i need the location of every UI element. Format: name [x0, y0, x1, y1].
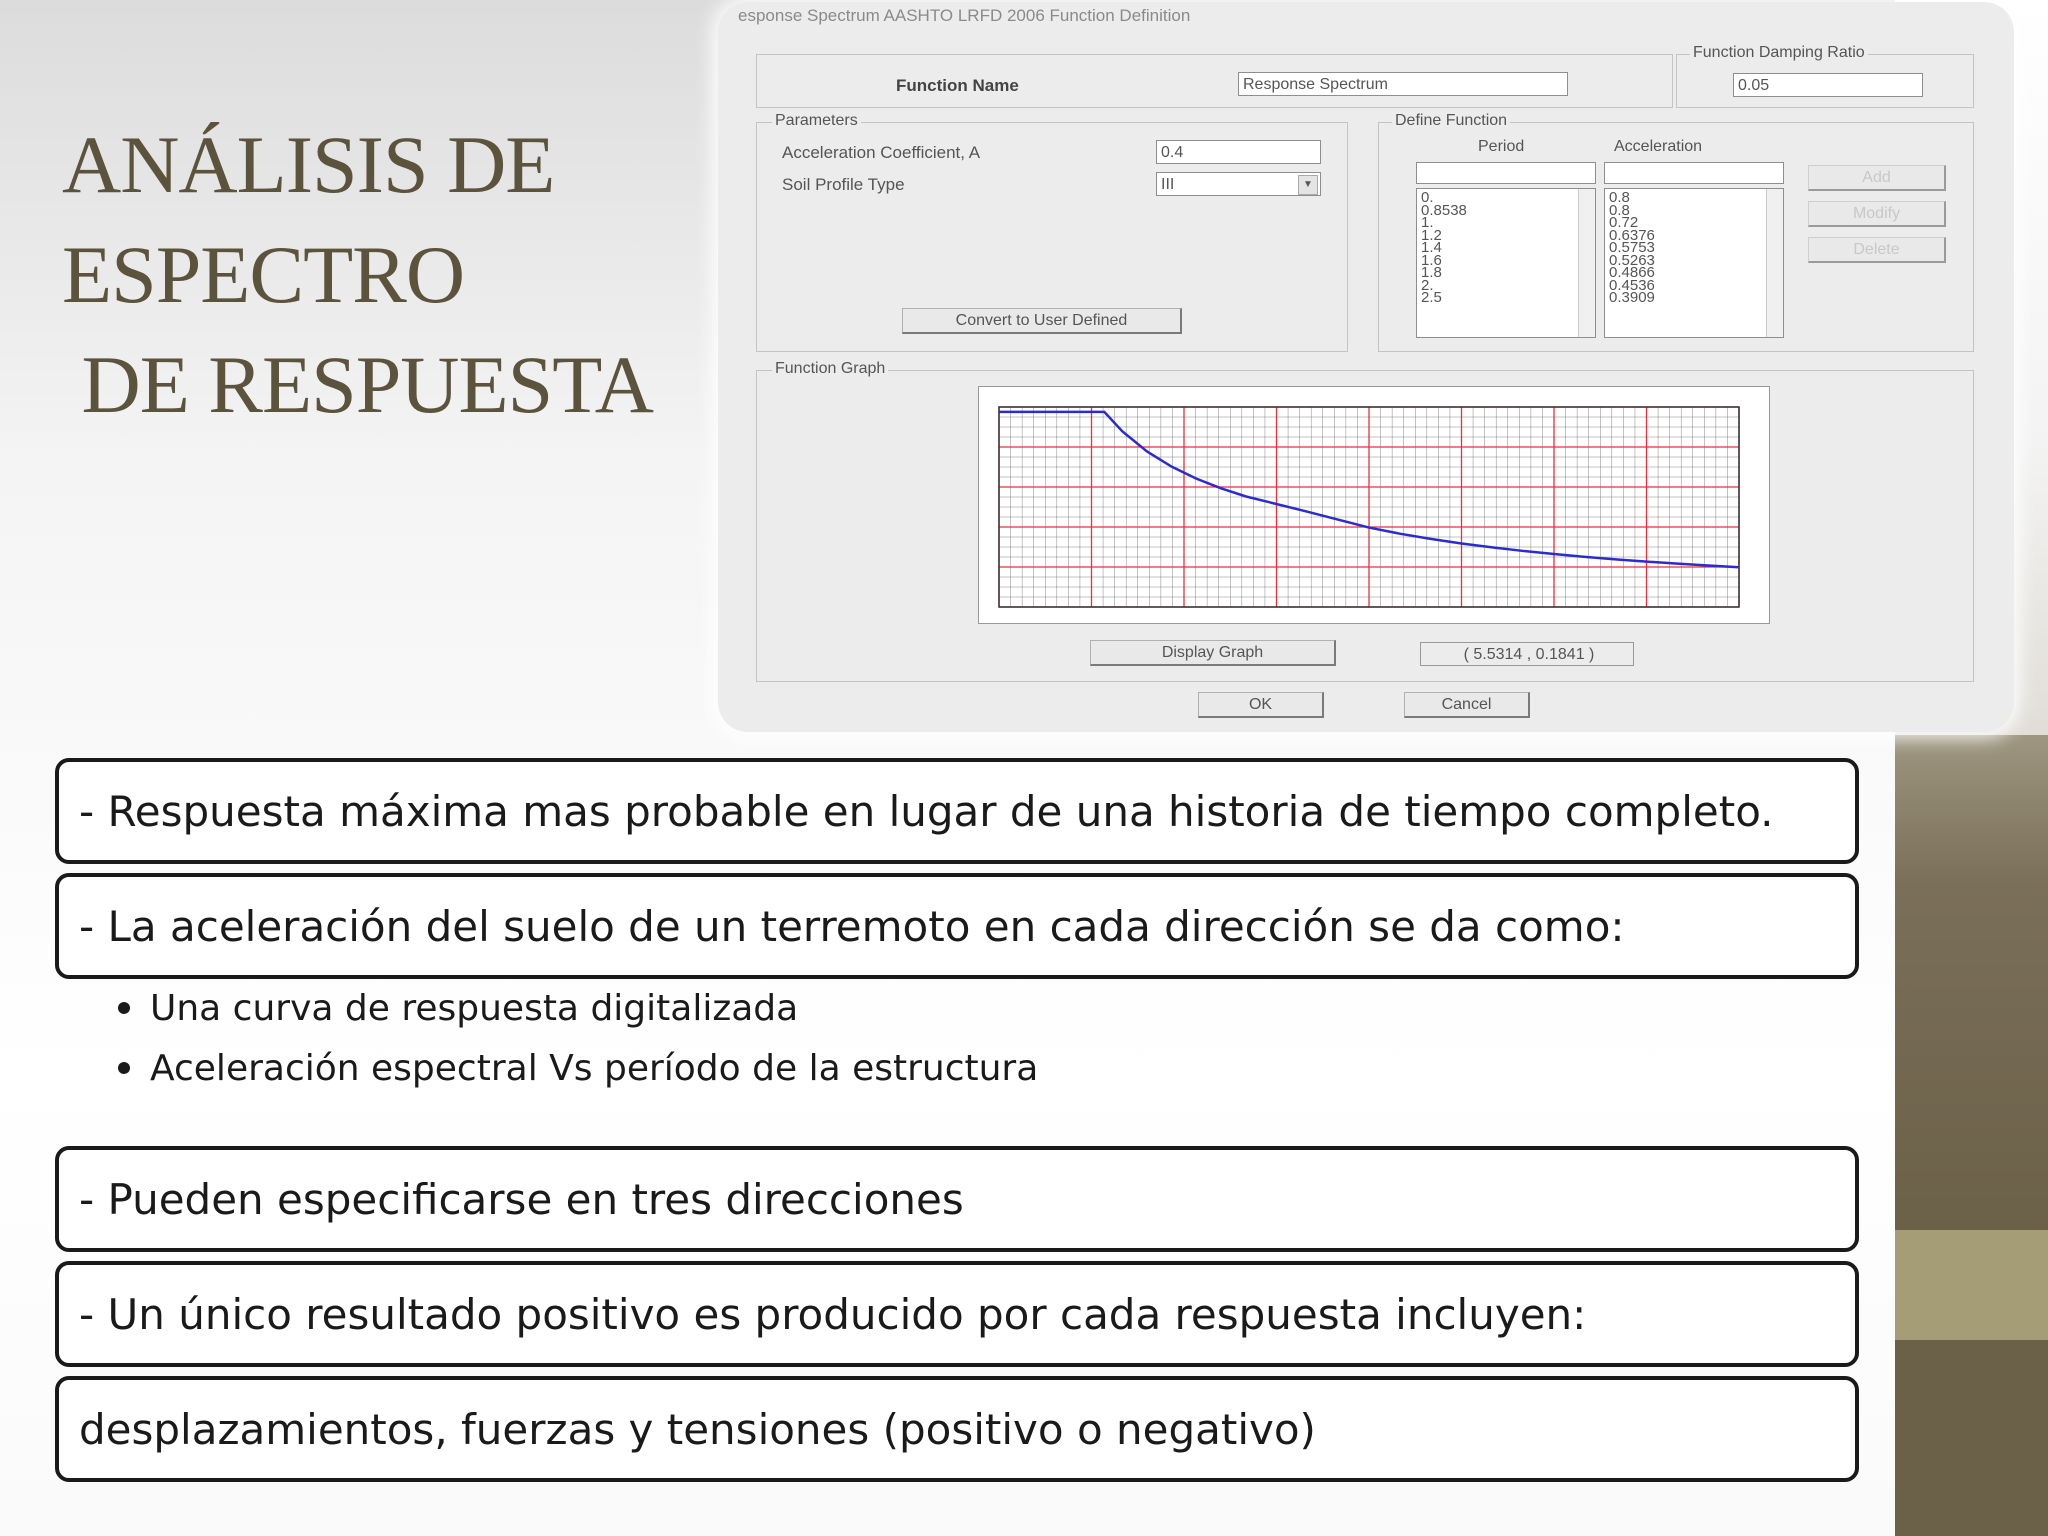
decorative-swoosh	[1895, 735, 2048, 1235]
slide-title	[62, 110, 702, 440]
convert-to-user-defined-button[interactable]: Convert to User Defined	[902, 308, 1182, 334]
list-item[interactable]: 0.5753	[1609, 239, 1655, 256]
sub-bullet-item	[110, 978, 1038, 1038]
add-button[interactable]: Add	[1808, 165, 1946, 191]
list-item[interactable]: 0.8538	[1421, 201, 1467, 219]
bullet-box-4	[55, 1261, 1859, 1367]
acceleration-scrollbar[interactable]	[1766, 189, 1783, 337]
list-item[interactable]: 2.	[1421, 276, 1434, 294]
bullet-dot-icon	[118, 1062, 130, 1074]
list-item[interactable]: 0.6376	[1609, 226, 1655, 244]
list-item[interactable]: 1.2	[1421, 226, 1442, 244]
function-graph	[978, 386, 1770, 624]
list-item[interactable]: 1.	[1421, 214, 1434, 231]
list-item[interactable]: 0.4536	[1609, 276, 1655, 294]
sub-bullet-list	[110, 978, 1038, 1098]
accel-coefficient-label: Acceleration Coefficient, A	[782, 143, 981, 162]
period-header: Period	[1478, 138, 1525, 155]
list-item[interactable]: 1.8	[1421, 264, 1442, 281]
list-item[interactable]: 1.4	[1421, 239, 1442, 256]
modify-button[interactable]: Modify	[1808, 201, 1946, 227]
list-item[interactable]: 0.3909	[1609, 289, 1655, 306]
soil-profile-value: III	[1161, 176, 1175, 193]
function-name-input[interactable]: Response Spectrum	[1238, 72, 1568, 96]
soil-profile-label: Soil Profile Type	[782, 175, 905, 194]
ok-button[interactable]: OK	[1198, 692, 1324, 718]
bullet-text-5: desplazamientos, fuerzas y tensiones (positivo o negativo)	[79, 1404, 1316, 1454]
list-item[interactable]: 0.8	[1609, 201, 1630, 219]
delete-button[interactable]: Delete	[1808, 237, 1946, 263]
list-item[interactable]: 0.72	[1609, 214, 1639, 231]
cancel-button[interactable]: Cancel	[1404, 692, 1530, 718]
list-item[interactable]: 0.	[1421, 189, 1434, 206]
list-item[interactable]: 0.4866	[1609, 264, 1655, 281]
acceleration-input[interactable]	[1604, 162, 1784, 184]
damping-ratio-label: Function Damping Ratio	[1690, 44, 1868, 62]
bullet-box-3	[55, 1146, 1859, 1252]
acceleration-list[interactable]	[1604, 188, 1784, 338]
bullet-box-5	[55, 1376, 1859, 1482]
sub-bullet-text: Aceleración espectral Vs período de la estructura	[150, 1047, 1039, 1089]
soil-profile-select[interactable]	[1156, 172, 1321, 196]
list-item[interactable]: 1.6	[1421, 251, 1442, 269]
function-graph-label: Function Graph	[772, 360, 888, 378]
bullet-text-1: - Respuesta máxima mas probable en lugar de una historia de tiempo completo.	[79, 786, 1774, 836]
damping-ratio-input[interactable]: 0.05	[1733, 73, 1923, 97]
define-function-label: Define Function	[1392, 112, 1510, 130]
spectrum-plot	[979, 387, 1769, 623]
bullet-text-3: - Pueden especificarse en tres direcciones	[79, 1174, 964, 1224]
list-item[interactable]: 0.5263	[1609, 251, 1655, 269]
sub-bullet-text: Una curva de respuesta digitalizada	[150, 987, 799, 1029]
title-line-1: ANÁLISIS DE	[62, 119, 555, 210]
coordinate-readout: ( 5.5314 , 0.1841 )	[1420, 642, 1634, 666]
period-list[interactable]	[1416, 188, 1596, 338]
list-item[interactable]: 0.8	[1609, 189, 1630, 206]
title-line-3: DE RESPUESTA	[62, 339, 653, 430]
period-input[interactable]	[1416, 162, 1596, 184]
title-line-2: ESPECTRO	[62, 229, 465, 320]
sub-bullet-item	[110, 1038, 1038, 1098]
display-graph-button[interactable]: Display Graph	[1090, 640, 1336, 666]
bullet-box-1	[55, 758, 1859, 864]
dialog-title: esponse Spectrum AASHTO LRFD 2006 Function Definition	[738, 6, 1191, 25]
function-name-label: Function Name	[896, 76, 1019, 95]
bullet-text-4: - Un único resultado positivo es producido por cada respuesta incluyen:	[79, 1289, 1587, 1339]
bullet-dot-icon	[118, 1002, 130, 1014]
list-item[interactable]: 2.5	[1421, 289, 1442, 306]
function-definition-dialog	[718, 2, 2014, 732]
parameters-label: Parameters	[772, 112, 861, 130]
period-scrollbar[interactable]	[1578, 189, 1595, 337]
accel-coefficient-input[interactable]: 0.4	[1156, 140, 1321, 164]
decorative-khaki-stripe	[1895, 1230, 2048, 1340]
chevron-down-icon[interactable]: ▼	[1298, 175, 1318, 195]
bullet-text-2: - La aceleración del suelo de un terremoto en cada dirección se da como:	[79, 901, 1625, 951]
acceleration-header: Acceleration	[1614, 138, 1703, 155]
bullet-box-2	[55, 873, 1859, 979]
